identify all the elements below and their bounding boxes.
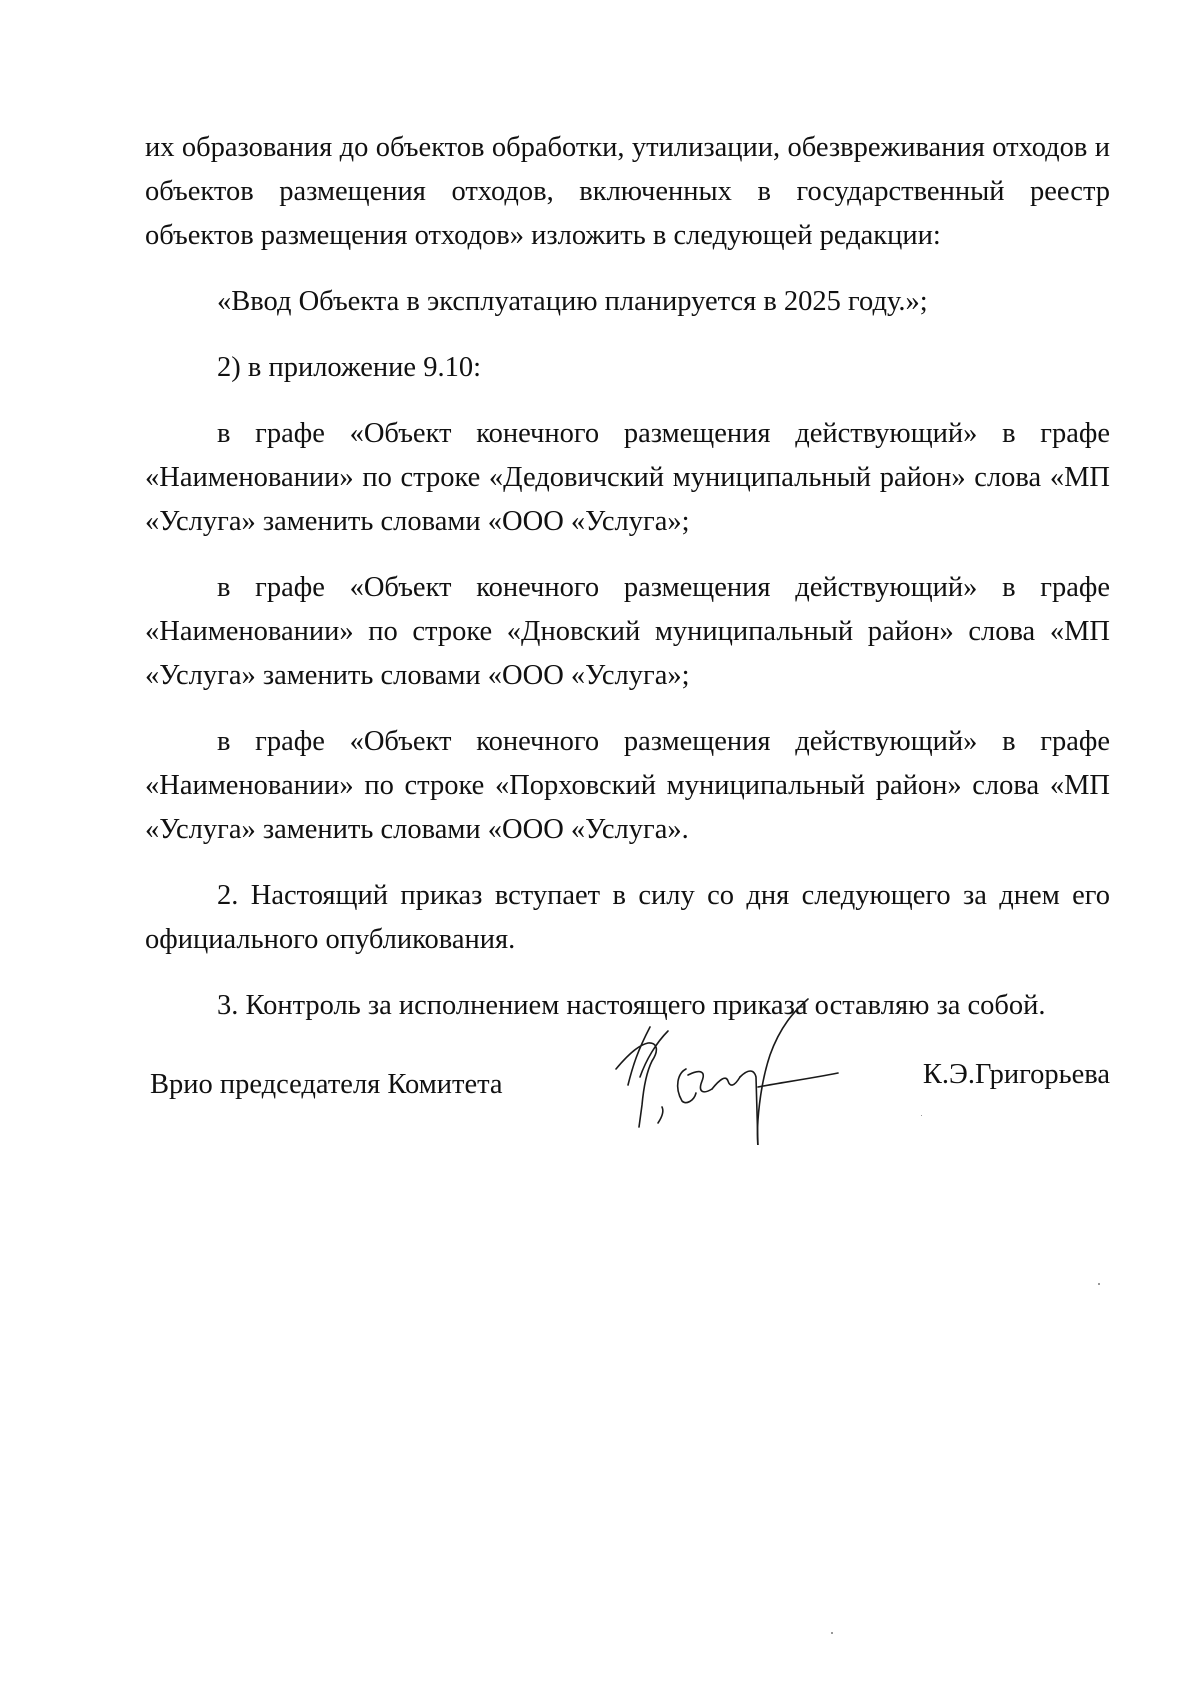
- paragraph-control-clause: 3. Контроль за исполнением настоящего приказа оставляю за собой.: [217, 990, 1046, 1021]
- paragraph-appendix-heading: 2) в приложение 9.10:: [217, 352, 482, 383]
- signatory-name: К.Э.Григорьева: [922, 1059, 1110, 1090]
- handwritten-signature-image: [608, 965, 858, 1145]
- paragraph-effective-date: 2. Настоящий приказ вступает в силу со дня следующего за днем его официального опубликования.: [145, 880, 1110, 955]
- signature-block: [150, 1045, 1110, 1185]
- scan-speck: [831, 1632, 833, 1634]
- scan-speck: [921, 1115, 922, 1116]
- paragraph-commissioning-date: «Ввод Объекта в эксплуатацию планируется в 2025 году.»;: [217, 286, 928, 317]
- document-body: [145, 126, 1110, 1050]
- paragraph-continuation: их образования до объектов обработки, утилизации, обезвреживания отходов и объектов размещения отходов, включенных в государственный реестр объектов размещения отходов» изложить в следующей редакции:: [145, 132, 1110, 251]
- signatory-position: Врио председателя Комитета: [150, 1069, 503, 1100]
- paragraph-porkhov-amendment: в графе «Объект конечного размещения действующий» в графе «Наименовании» по строке «Порховский муниципальный район» слова «МП «Услуга» заменить словами «ООО «Услуга».: [145, 726, 1110, 845]
- paragraph-dno-amendment: в графе «Объект конечного размещения действующий» в графе «Наименовании» по строке «Дновский муниципальный район» слова «МП «Услуга» заменить словами «ООО «Услуга»;: [145, 572, 1110, 691]
- scan-speck: [1098, 1283, 1100, 1285]
- paragraph-dedovichi-amendment: в графе «Объект конечного размещения действующий» в графе «Наименовании» по строке «Дедовичский муниципальный район» слова «МП «Услуга» заменить словами «ООО «Услуга»;: [145, 418, 1110, 537]
